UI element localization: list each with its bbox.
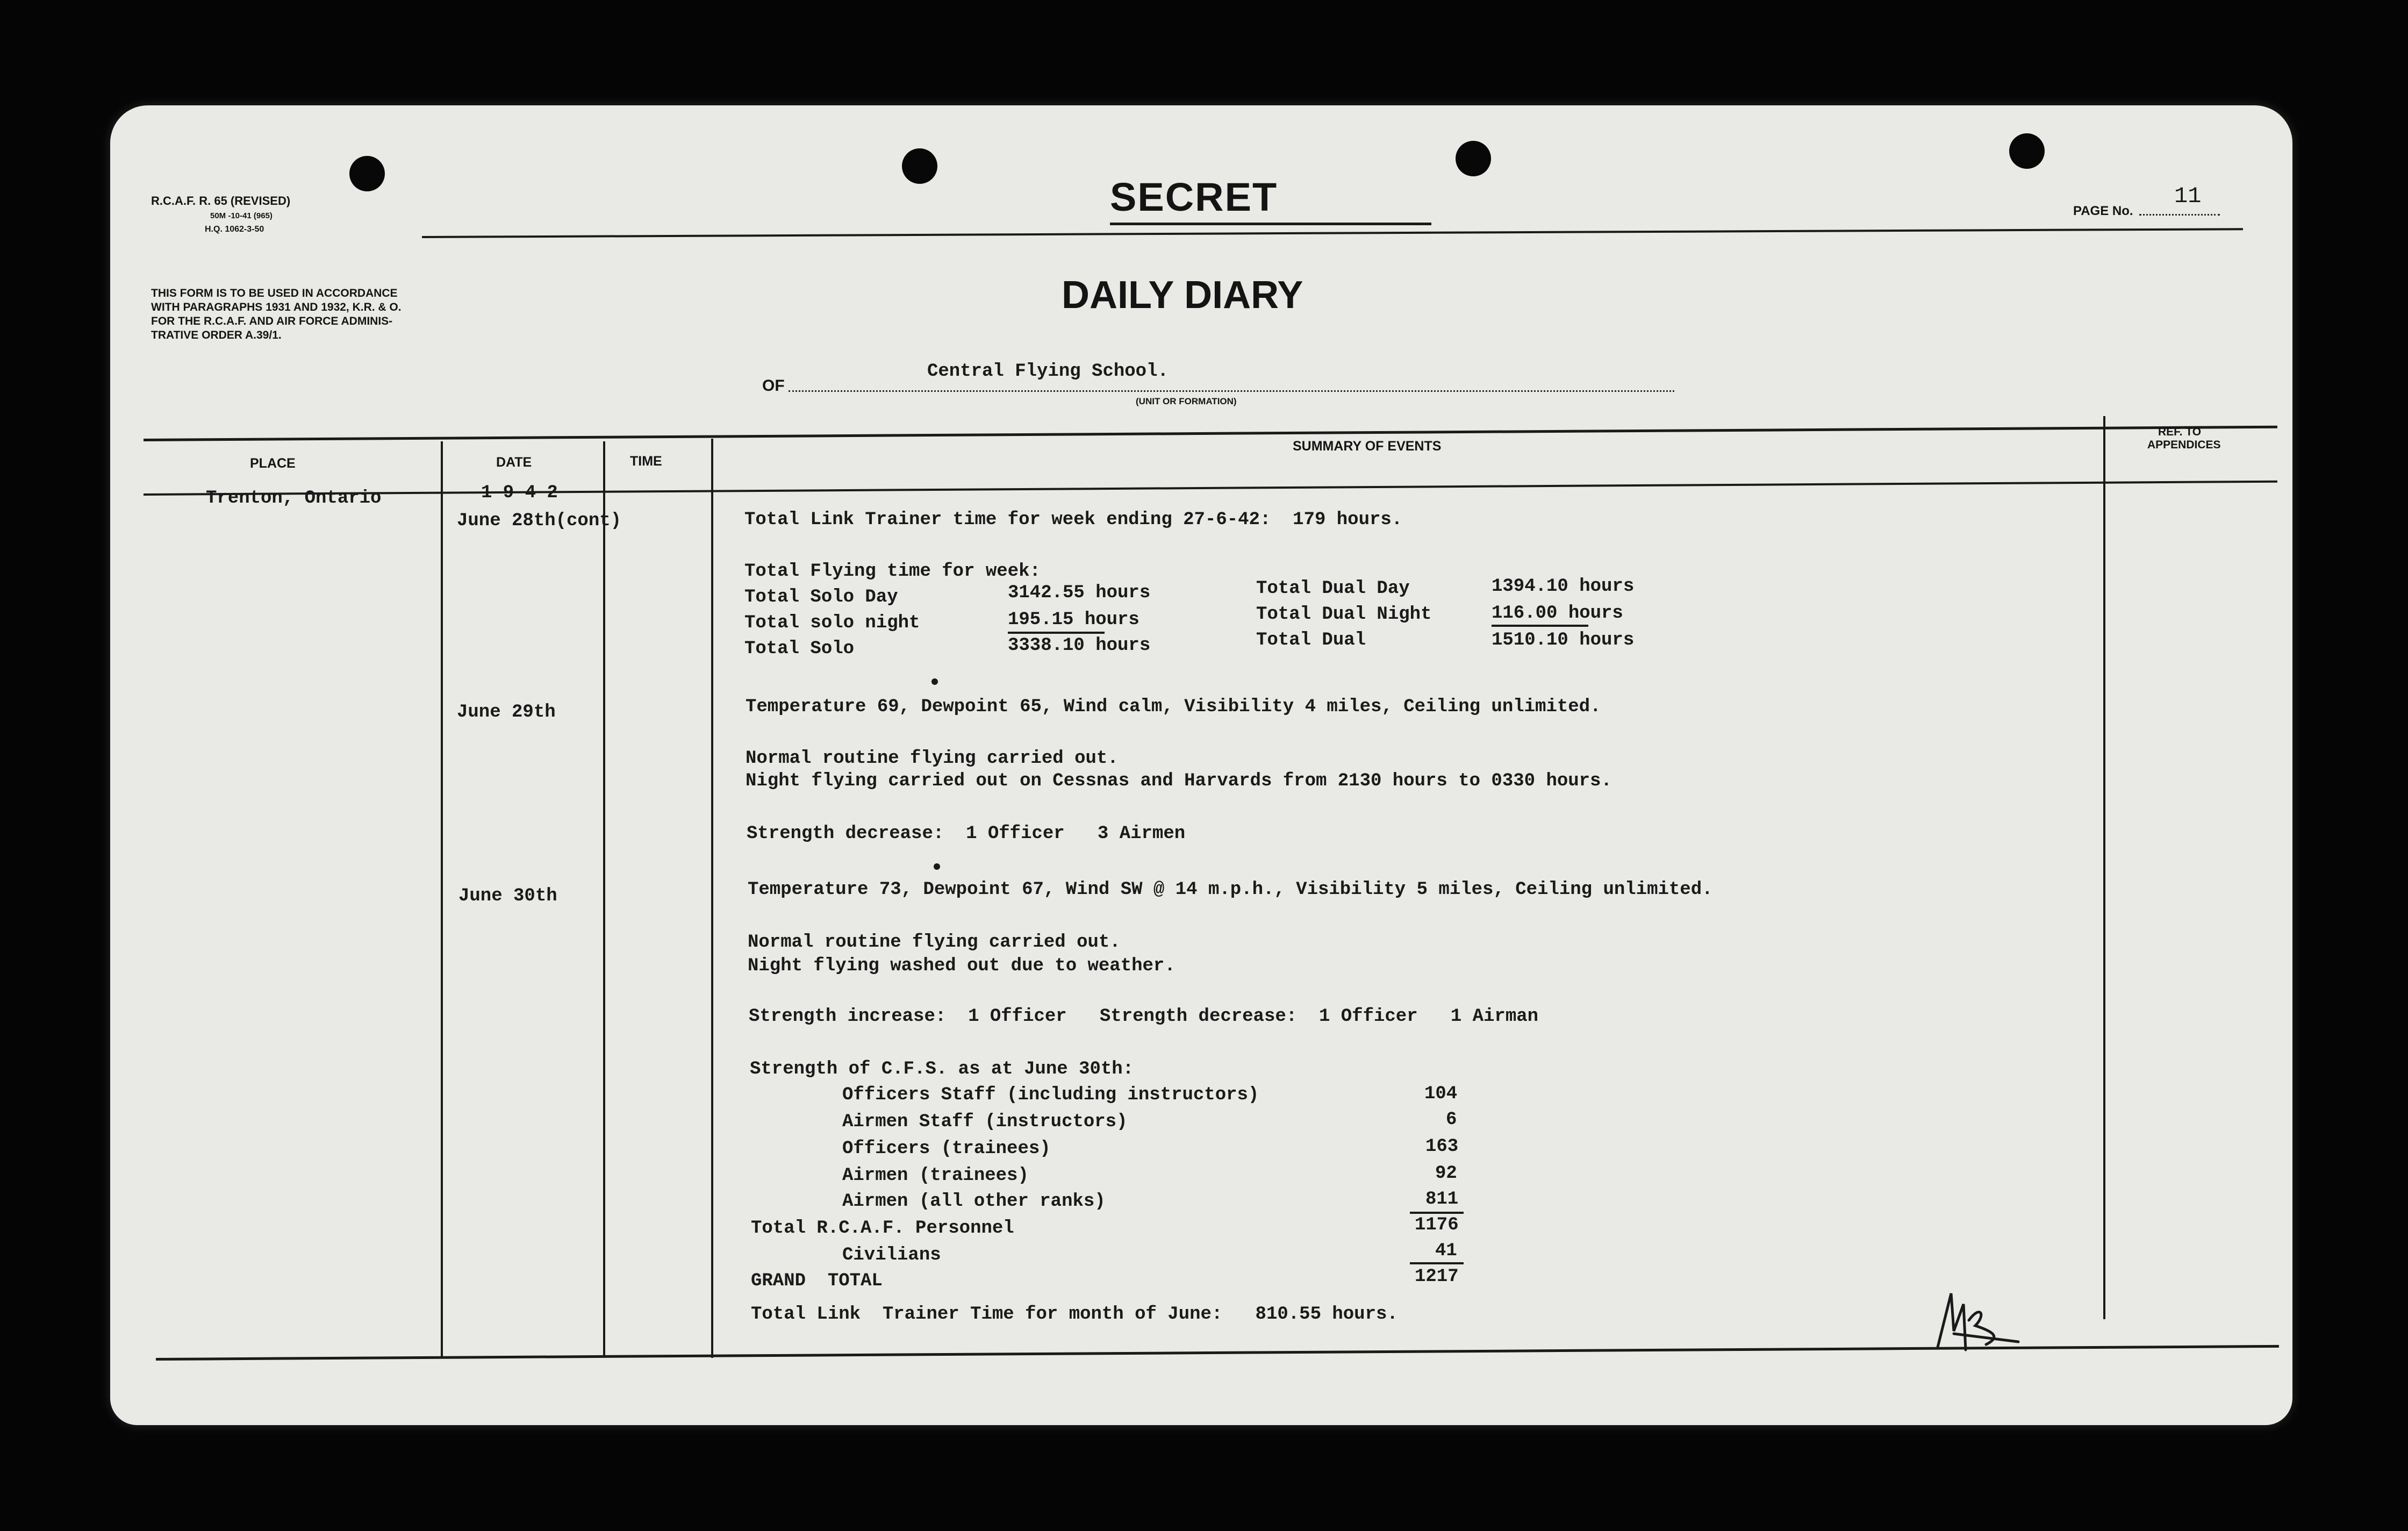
unit-line [789, 390, 1674, 392]
instruction-line: THIS FORM IS TO BE USED IN ACCORDANCE [151, 287, 398, 299]
dual-label: Total Dual [1256, 630, 1366, 650]
page-number: 11 [2174, 183, 2202, 209]
form-print-code: 50M -10-41 (965) [210, 211, 273, 220]
strength-row-label: Officers Staff (including instructors) [842, 1085, 1259, 1105]
strength-row-label: Airmen (trainees) [842, 1165, 1029, 1186]
page-label: PAGE No. [2073, 204, 2133, 218]
punch-hole [349, 156, 385, 191]
weather-29: Temperature 69, Dewpoint 65, Wind calm, Visibility 4 miles, Ceiling unlimited. [746, 697, 1601, 717]
punch-hole [902, 148, 937, 184]
degree-symbol [934, 863, 940, 870]
dual-day-value: 1394.10 hours [1492, 576, 1635, 597]
dual-night-value: 116.00 hours [1492, 603, 1623, 624]
classification-underline [1110, 223, 1431, 225]
table-head-rule [144, 481, 2277, 496]
diary-page [110, 105, 2292, 1425]
header-rule [422, 228, 2243, 238]
summary-line: Night flying carried out on Cessnas and Harvards from 2130 hours to 0330 hours. [746, 771, 1612, 791]
summary-line: Strength of C.F.S. as at June 30th: [750, 1059, 1134, 1079]
date-entry: June 29th [457, 702, 556, 722]
strength-row-label: Civilians [842, 1245, 941, 1265]
unit-caption: (UNIT OR FORMATION) [1136, 396, 1237, 406]
strength-row-value: 163 [1425, 1136, 1459, 1157]
year-entry: 1 9 4 2 [481, 483, 558, 503]
column-header-ref: REF. TO [2158, 426, 2202, 438]
strength-row-value: 1217 [1415, 1267, 1459, 1287]
column-divider [441, 441, 443, 1357]
instruction-line: WITH PARAGRAPHS 1931 AND 1932, K.R. & O. [151, 301, 402, 313]
instruction-line: TRATIVE ORDER A.39/1. [151, 329, 282, 341]
strength-row-value: 92 [1435, 1163, 1457, 1184]
place-entry: Trenton, Ontario [206, 488, 382, 509]
summary-line: Strength increase: 1 Officer Strength decrease: 1 Officer 1 Airman [749, 1006, 1539, 1027]
weather-30: Temperature 73, Dewpoint 67, Wind SW @ 14 m.p.h., Visibility 5 miles, Ceiling unlimited. [748, 879, 1713, 900]
strength-row-value: 6 [1446, 1110, 1457, 1130]
dual-night-label: Total Dual Night [1256, 604, 1432, 625]
strength-row-label: Airmen (all other ranks) [842, 1191, 1106, 1212]
dual-value: 1510.10 hours [1492, 630, 1635, 650]
solo-label: Total Solo [744, 639, 855, 659]
summary-line: Total Link Trainer Time for month of June: 810.55 hours. [751, 1304, 1398, 1325]
diary-title: DAILY DIARY [1062, 274, 1303, 317]
column-divider [711, 439, 713, 1358]
summary-line: Total Link Trainer time for week ending 27-6-42: 179 hours. [744, 510, 1403, 530]
subtotal-underline [1410, 1212, 1464, 1214]
summary-line: Normal routine flying carried out. [746, 748, 1119, 769]
unit-name: Central Flying School. [927, 361, 1169, 382]
summary-line: Night flying washed out due to weather. [748, 956, 1176, 976]
strength-row-label: Airmen Staff (instructors) [842, 1112, 1128, 1132]
classification-label: SECRET [1110, 175, 1278, 219]
column-header-time: TIME [630, 454, 662, 469]
solo-night-value: 195.15 hours [1008, 610, 1140, 630]
dual-day-label: Total Dual Day [1256, 578, 1410, 599]
punch-hole [1456, 141, 1491, 176]
page-number-line [2139, 214, 2220, 216]
strength-row-value: 41 [1435, 1241, 1457, 1261]
column-header-summary: SUMMARY OF EVENTS [1293, 439, 1442, 454]
summary-line: Normal routine flying carried out. [748, 932, 1121, 953]
date-entry: June 30th [458, 886, 557, 906]
solo-day-label: Total Solo Day [744, 587, 898, 607]
solo-value: 3338.10 hours [1008, 635, 1151, 656]
date-entry: June 28th(cont) [457, 511, 622, 531]
column-divider [2103, 416, 2105, 1319]
table-top-rule [144, 426, 2277, 441]
column-header-date: DATE [496, 455, 532, 470]
degree-symbol [931, 678, 938, 685]
instruction-line: FOR THE R.C.A.F. AND AIR FORCE ADMINIS- [151, 315, 393, 327]
summary-line: Total Flying time for week: [744, 561, 1041, 582]
solo-day-value: 3142.55 hours [1008, 583, 1151, 603]
punch-hole [2009, 133, 2045, 169]
column-header-place: PLACE [250, 456, 296, 471]
strength-row-value: 811 [1425, 1189, 1459, 1210]
handwritten-initials [1922, 1283, 2024, 1358]
column-divider [603, 441, 605, 1357]
solo-night-label: Total solo night [744, 613, 920, 633]
total-underline [1410, 1262, 1464, 1264]
column-header-appendices: APPENDICES [2147, 439, 2221, 451]
solo-underline [1008, 632, 1105, 634]
dual-underline [1492, 625, 1588, 627]
strength-row-label: GRAND TOTAL [751, 1271, 883, 1291]
of-label: OF [762, 377, 785, 395]
strength-row-value: 1176 [1415, 1215, 1459, 1235]
form-hq-code: H.Q. 1062-3-50 [205, 225, 264, 234]
summary-line: Strength decrease: 1 Officer 3 Airmen [747, 824, 1186, 844]
strength-row-label: Total R.C.A.F. Personnel [751, 1218, 1014, 1239]
form-code: R.C.A.F. R. 65 (REVISED) [151, 194, 291, 208]
strength-row-value: 104 [1424, 1084, 1458, 1104]
strength-row-label: Officers (trainees) [842, 1139, 1051, 1159]
